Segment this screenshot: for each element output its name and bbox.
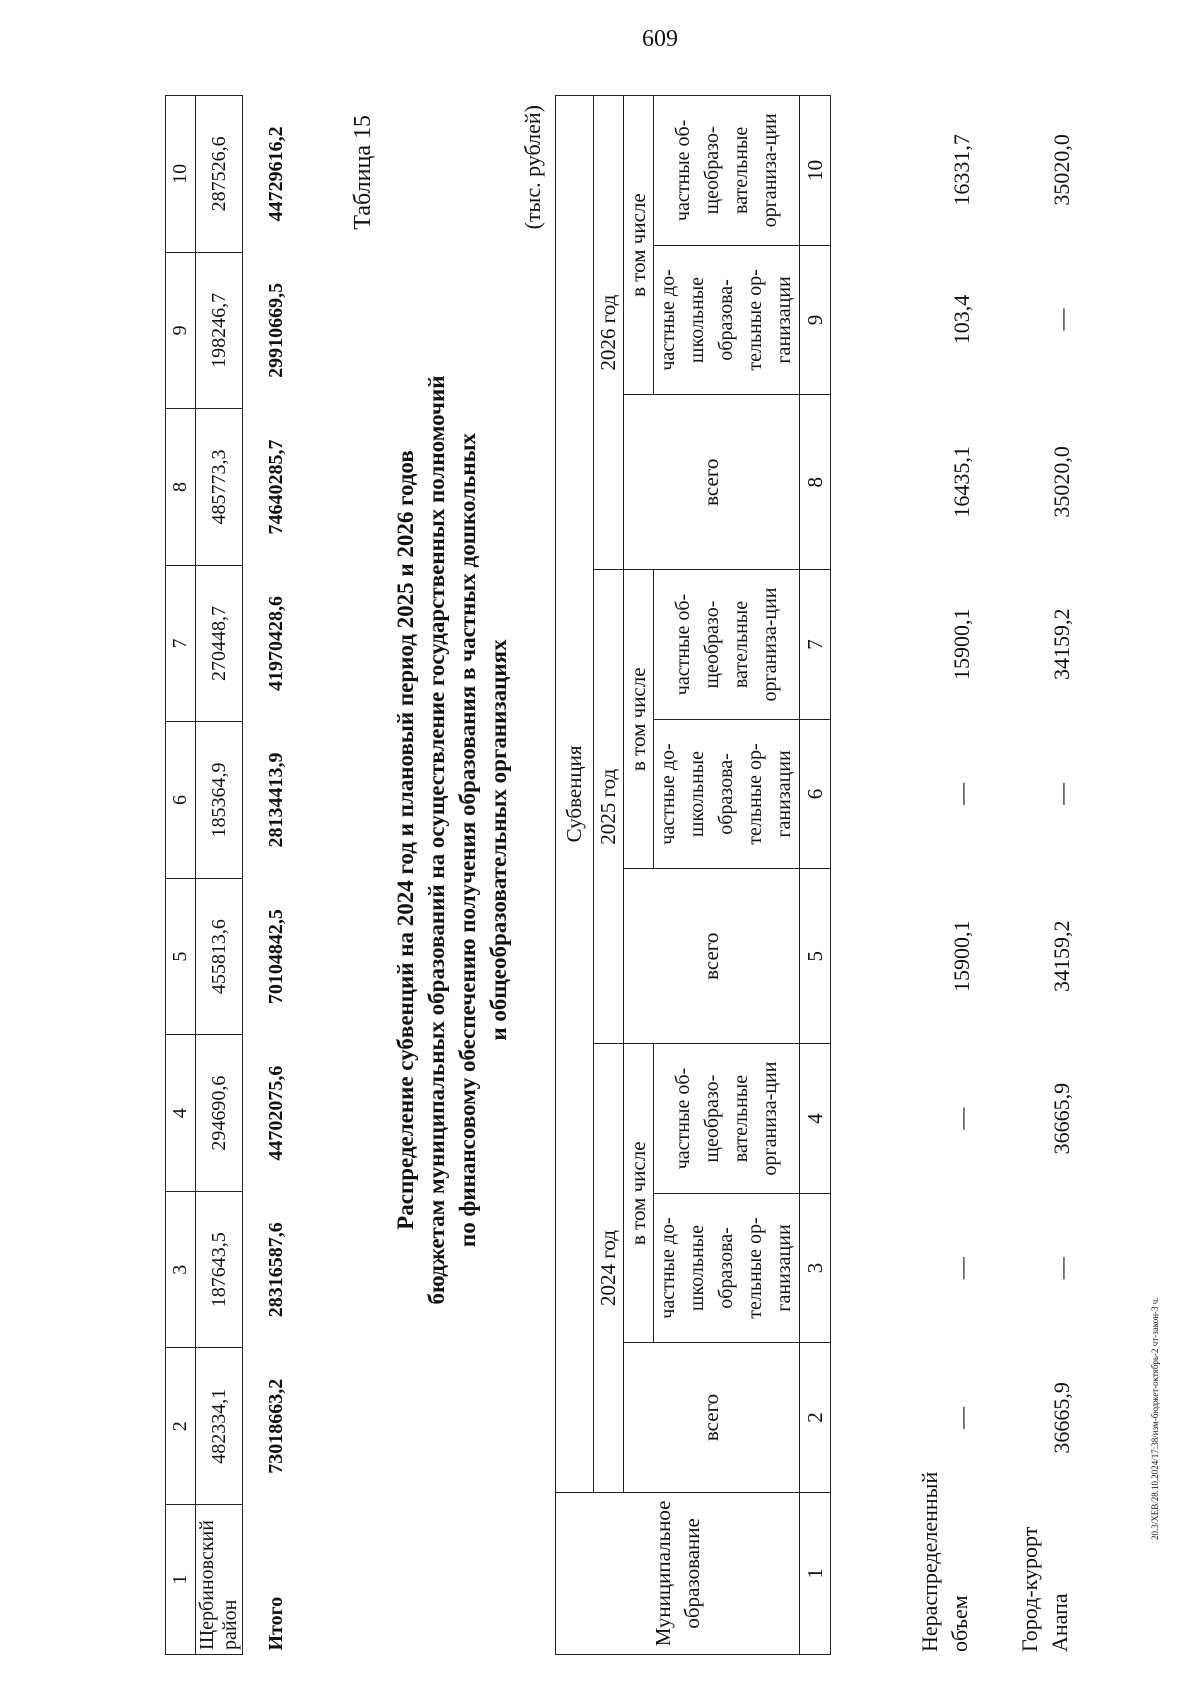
table-cell: 36665,9: [1049, 1382, 1074, 1454]
total-cell: 41970428,6: [264, 596, 287, 691]
year-header-2024: 2024 год: [594, 1044, 624, 1492]
total-cell: 44702075,6: [264, 1065, 287, 1161]
header-number: 5: [166, 878, 196, 1035]
header-number: 6: [166, 722, 196, 879]
table-row: [975, 95, 1075, 1655]
total-cell: 44729616,2: [264, 126, 287, 222]
column-number: 1: [800, 1492, 831, 1654]
table-cell: 15900,1: [949, 920, 974, 992]
title-line: Распределение субвенций на 2024 год и плановый период 2025 и 2026 годов: [393, 450, 418, 1230]
total-label: Итого: [264, 1596, 287, 1651]
table-cell: 36665,9: [1049, 1082, 1074, 1155]
subvention-table-body: [875, 95, 1075, 1655]
total-cell: 29910669,5: [264, 282, 287, 378]
preschool-column-header: частные до-школьные образова-тельные ор-ганизации: [654, 245, 800, 394]
table-cell: 485773,3: [196, 409, 243, 566]
table-cell: 16435,1: [949, 446, 974, 518]
table-cell: 34159,2: [1049, 608, 1074, 681]
table-cell: —: [949, 1406, 974, 1429]
preschool-column-header: частные до-школьные образова-тельные ор-ганизации: [654, 1193, 800, 1342]
total-row: [243, 96, 310, 1655]
including-header: в том числе: [624, 1044, 654, 1343]
table-cell: 294690,6: [196, 1035, 243, 1192]
table-cell: —: [1049, 308, 1074, 331]
total-column-header: всего: [624, 869, 800, 1044]
title-line: по финансовому обеспечению получения образования в частных дошкольных: [455, 432, 480, 1248]
total-column-header: всего: [624, 1343, 800, 1492]
municipality-name: Щербиновский район: [196, 1505, 243, 1655]
general-column-header: частные об-щеобразо-вательные организа-ции: [654, 570, 800, 719]
column-number: 9: [800, 245, 831, 394]
table-row: [196, 96, 243, 1655]
table-cell: 198246,7: [196, 252, 243, 409]
total-cell: 74640285,7: [264, 439, 287, 535]
column-number: 5: [800, 869, 831, 1044]
table-label: Таблица 15: [350, 115, 376, 230]
municipality-column-header: Муниципальное образование: [556, 1492, 800, 1654]
year-header-2025: 2025 год: [594, 570, 624, 1044]
municipality-name: Город-курорт Анапа: [1017, 1526, 1072, 1652]
header-number: 3: [166, 1191, 196, 1348]
table-cell: 482334,1: [196, 1348, 243, 1505]
table-title: [390, 195, 514, 1485]
table-cell: —: [1049, 1257, 1074, 1280]
previous-table-continuation: [165, 95, 309, 1655]
table-cell: 35020,0: [1049, 446, 1074, 518]
total-cell: 28316587,6: [264, 1222, 287, 1318]
table-cell: 16331,7: [949, 134, 974, 206]
footer-code: 20.3/ХЕВ/28.10.2024/17:38/изм-бюджет-октябрь-2 чт-закон-3 ч.: [1150, 1297, 1160, 1540]
header-number: 4: [166, 1035, 196, 1192]
total-column-header: всего: [624, 395, 800, 570]
column-number: 7: [800, 570, 831, 719]
general-column-header: частные об-щеобразо-вательные организа-ции: [654, 96, 800, 246]
table-cell: 15900,1: [949, 608, 974, 681]
subvention-table-header: [555, 95, 831, 1655]
title-line: и общеобразовательных организациях: [486, 639, 511, 1041]
year-header-2026: 2026 год: [594, 96, 624, 570]
page-number: 609: [642, 26, 678, 52]
total-cell: 73018663,2: [264, 1378, 287, 1474]
table-cell: —: [949, 782, 974, 805]
table-cell: 270448,7: [196, 565, 243, 722]
preschool-column-header: частные до-школьные образова-тельные ор-ганизации: [654, 719, 800, 868]
table-cell: 103,4: [949, 294, 974, 345]
table-cell: 455813,6: [196, 878, 243, 1035]
column-number: 10: [800, 96, 831, 246]
column-number: 8: [800, 395, 831, 570]
table-cell: 185364,9: [196, 722, 243, 879]
table-cell: 35020,0: [1049, 134, 1074, 206]
unit-note: (тыс. рублей): [520, 105, 545, 230]
column-number: 6: [800, 719, 831, 868]
general-column-header: частные об-щеобразо-вательные организа-ции: [654, 1044, 800, 1193]
column-number: 3: [800, 1193, 831, 1342]
total-cell: 28134413,9: [264, 752, 287, 848]
table-cell: 34159,2: [1049, 920, 1074, 992]
header-number: 10: [166, 96, 196, 253]
rotated-page-content: [165, 95, 1165, 1655]
table-cell: —: [949, 1257, 974, 1280]
including-header: в том числе: [624, 570, 654, 869]
header-number: 1: [166, 1505, 196, 1655]
column-number: 2: [800, 1343, 831, 1492]
municipality-name: Нераспределенный объем: [917, 1471, 972, 1652]
table-cell: —: [1049, 782, 1074, 805]
title-line: бюджетам муниципальных образований на осуществление государственных полномочий: [424, 375, 449, 1305]
table-cell: 287526,6: [196, 96, 243, 253]
header-number: 8: [166, 409, 196, 566]
table-cell: 187643,5: [196, 1191, 243, 1348]
header-number: 2: [166, 1348, 196, 1505]
header-number: 9: [166, 252, 196, 409]
total-cell: 70104842,5: [264, 909, 287, 1005]
subvention-group-header: Субвенция: [556, 96, 594, 1493]
table-row: [875, 95, 975, 1655]
column-number: 4: [800, 1044, 831, 1193]
including-header: в том числе: [624, 96, 654, 395]
previous-table-header-row: [166, 96, 196, 1655]
table-cell: —: [949, 1107, 974, 1130]
header-number: 7: [166, 565, 196, 722]
